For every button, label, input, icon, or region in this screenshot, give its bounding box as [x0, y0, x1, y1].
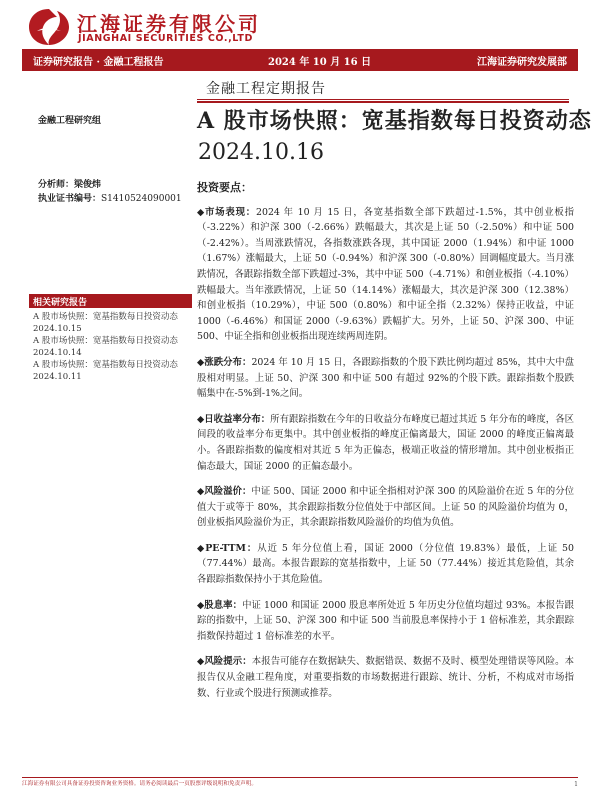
footer-disclaimer: [22, 780, 578, 789]
analyst-info: [38, 178, 182, 206]
paragraph-body: 从近 5 年分位值上看，国证 2000（分位值 19.83%）最低，上证 50（77.44%）最高。本报告跟踪的宽基指数中，上证 50（77.44%）接近其危险值，其余各跟踪指数保持小于其危险值。: [197, 542, 574, 586]
cert-label: 执业证书编号：: [38, 194, 102, 204]
main-content: [197, 180, 574, 711]
footer-divider: [22, 777, 578, 778]
related-report-link[interactable]: A 股市场快照：宽基指数每日投资动态 2024.10.14: [33, 336, 178, 358]
paragraph-market-performance: [197, 205, 574, 345]
company-name-cn: 江海证券有限公司: [77, 12, 261, 36]
analyst-line: [38, 178, 182, 192]
key-points-title: 投资要点：: [197, 181, 252, 194]
page-title: A 股市场快照：宽基指数每日投资动态: [197, 108, 592, 134]
paragraph-heading: ◆风险溢价：: [197, 486, 252, 498]
paragraph-pe-ttm: [197, 541, 574, 588]
research-department: 江海证券研究发展部: [477, 57, 567, 68]
report-category: 证券研究报告 · 金融工程报告: [33, 57, 164, 68]
footer-text: 江海证券有限公司具备证券投资咨询业务资格。请务必阅读最后一页股票评级说明和免责声明。: [22, 781, 257, 787]
paragraph-heading: ◆日收益率分布：: [197, 413, 271, 425]
paragraph-body: 所有跟踪指数在今年的日收益分布峰度已超过其近 5 年分布的峰度，各区间段的收益率分布更集中。其中创业板指的峰度正偏离最大，国证 2000 的峰度正偏离最小。各跟踪指数的偏度相对其近 5 年为正偏态，极端正收益的情形增加。其中创业板指正偏态最大，国证 2000 的正偏态最小。: [197, 413, 574, 472]
page-number: 1: [574, 781, 578, 788]
paragraph-body: 2024 年 10 月 15 日，各宽基指数全部下跌超过-1.5%，其中创业板指（-3.22%）和沪深 300（-2.66%）跌幅最大，其次是上证 50（-2.50%）和中证 500（-2.42%）。当周涨跌情况，各指数涨跌各现，其中国证 2000（1.94%）和中证 1000（1.67%）涨幅最大，上证 50（-0.94%）和沪深 300（-0.80%）回调幅度最大。当月涨跌情况，各跟踪指数全部下跌超过-3%，其中中证 500（-4.71%）和创业板指（-4.10%）跌幅最大。当年涨跌情况，上证 50（14.14%）涨幅最大，其次是沪深 300（12.38%）和创业板指（10.29%），中证 500（0.80%）和中证全指（2.32%）保持正收益，中证 1000（-6.46%）和国证 2000（-9.63%）跌幅扩大。另外，上证 50、沪深 300、中证 500、中证全指和创业板指出现连续两周连阴。: [197, 206, 574, 343]
analyst-label: 分析师：: [38, 180, 75, 190]
title-date: 2024.10.16: [198, 140, 324, 165]
jianghai-logo-icon: [27, 7, 71, 47]
related-report-link[interactable]: A 股市场快照：宽基指数每日投资动态 2024.10.11: [33, 360, 178, 382]
paragraph-heading: ◆风险提示：: [197, 656, 252, 668]
report-type: 金融工程定期报告: [206, 81, 326, 97]
paragraph-heading: ◆股息率：: [197, 599, 243, 611]
report-header-bar: [22, 49, 578, 71]
company-logo: [27, 7, 261, 47]
paragraph-heading: ◆PE-TTM：: [197, 542, 258, 554]
header-divider: [197, 99, 569, 100]
header-divider-thick: [197, 101, 569, 103]
paragraph-body: 中证 1000 和国证 2000 股息率所处近 5 年历史分位值均超过 93%。本报告跟踪的指数中，上证 50、沪深 300 和中证 500 当前股息率保持小于 1 倍标准差，其余跟踪指数保持超过 1 倍标准差的水平。: [197, 599, 574, 642]
company-name-en: JIANGHAI SECURITIES CO.,LTD: [78, 33, 253, 44]
cert-number: S1410524090001: [101, 194, 182, 204]
paragraph-daily-return: [197, 412, 574, 474]
related-reports-list: [33, 311, 190, 383]
paragraph-advance-decline: [197, 355, 574, 402]
paragraph-body: 中证 500、国证 2000 和中证全指相对沪深 300 的风险溢价在近 5 年的分位值大于或等于 80%，其余跟踪指数分位值处于中部区间。上证 50 的风险溢价均值为 0，创业板指风险溢价为正，其余跟踪指数风险溢价的均值为负值。: [197, 486, 574, 529]
cert-line: [38, 192, 182, 206]
related-reports-header: [29, 294, 192, 308]
paragraph-risk-premium: [197, 484, 574, 531]
paragraph-heading: ◆涨跌分布：: [197, 356, 252, 368]
paragraph-heading: ◆市场表现：: [197, 206, 257, 218]
paragraph-body: 本报告可能存在数据缺失、数据错误、数据不及时、模型处理错误等风险。本报告仅从金融工程角度，对重要指数的市场数据进行跟踪、统计、分析，不构成对市场指数、行业或个股进行预测或推荐。: [197, 656, 574, 699]
related-reports-title: 相关研究报告: [33, 298, 88, 308]
paragraph-body: 2024 年 10 月 15 日，各跟踪指数的个股下跌比例均超过 85%，其中大中盘股相对明显。上证 50、沪深 300 和中证 500 有超过 92%的个股下跌。跟踪指数个股跌幅集中在-5%到-1%之间。: [197, 356, 575, 400]
paragraph-risk-warning: [197, 654, 574, 701]
paragraph-dividend-yield: [197, 598, 574, 645]
analyst-name: 梁俊炜: [74, 180, 102, 190]
research-group: 金融工程研究组: [38, 116, 102, 126]
report-date: 2024 年 10 月 16 日: [268, 57, 372, 68]
related-report-link[interactable]: A 股市场快照：宽基指数每日投资动态 2024.10.15: [33, 312, 178, 334]
